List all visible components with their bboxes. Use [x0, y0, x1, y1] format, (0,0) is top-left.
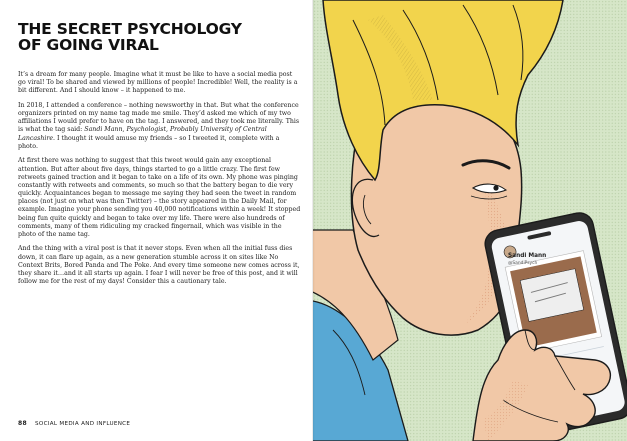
- article-title: [18, 21, 278, 53]
- left-page: [0, 0, 313, 441]
- illustration-page: [313, 0, 627, 441]
- article-text: At first there was nothing to suggest that this tweet would gain any exceptional attention. But after about five days, things started to go a little crazy. The first few retweets gained traction and it began to take on a life of its own. My phone was pinging constantly with retweets and comments, so much so that the battery began to die very quickly. Acquaintances began to message me saying they had seen the tweet in random places (not just on what was then Twitter) – the story appeared in the Daily Mail, for example. Imagine your phone sending you 40,000 notifications within a week! It stopped being fun quite quickly and began to take over my life. There were also hundreds of comments, many of them ridiculing my cracked fingernail, which was visible in the photo of the name tag.: [18, 157, 301, 238]
- article-paragraph: [18, 102, 301, 151]
- page-footer: [18, 420, 130, 427]
- post-author-handle: @SandiPsych: [508, 261, 538, 266]
- article-italic-text: Sandi Mann, Psychologist, Probably University of Central Lancashire: [18, 126, 267, 142]
- post-author-name: Sandi Mann: [508, 253, 547, 259]
- article-text: . I thought it would amuse my friends – so I tweeted it, complete with a photo.: [18, 134, 280, 150]
- article-paragraph: [18, 157, 301, 239]
- article-text: And the thing with a viral post is that it never stops. Even when all the initial fuss dies down, it can flare up again, as a new generation stumble across it on sites like No Context Brits, Bored Panda and The Poke. And every time someone new comes across it, they share it…and it all starts up again. I fear I will never be free of this post, and it will follow me for the rest of my days! Consider this a cautionary tale.: [18, 245, 300, 286]
- article-paragraph: [18, 245, 301, 286]
- illustration: [313, 0, 627, 441]
- title-line-1: THE SECRET PSYCHOLOGY: [18, 20, 242, 38]
- article-body: [18, 71, 301, 293]
- section-name: SOCIAL MEDIA AND INFLUENCE: [35, 421, 131, 427]
- title-line-2: OF GOING VIRAL: [18, 36, 159, 54]
- article-text: It’s a dream for many people. Imagine what it must be like to have a social media post go viral! To be shared and viewed by millions of people! Incredible! Well, the reality is a bit different. And I should know – it happened to me.: [18, 71, 298, 95]
- article-text: In 2018, I attended a conference – nothing newsworthy in that. But what the conference organizers printed on my name tag made me smile. They’d asked me which of my two affiliations I would prefer to have on the tag. I answered, and they took me literally. This is what the tag said:: [18, 101, 300, 134]
- page-fold: [312, 0, 315, 441]
- page-number: 88: [18, 420, 27, 427]
- article-paragraph: [18, 71, 301, 95]
